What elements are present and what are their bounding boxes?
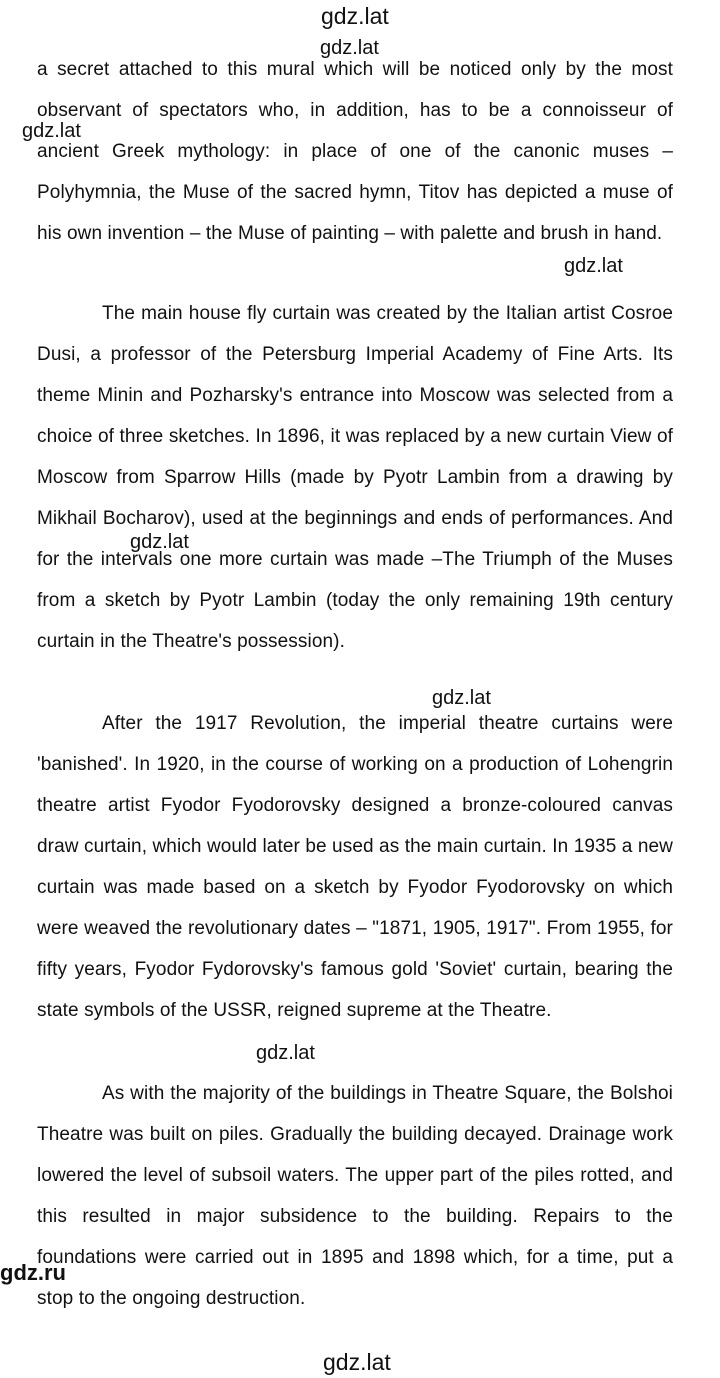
- watermark: gdz.lat: [22, 120, 81, 142]
- watermark: gdz.lat: [432, 687, 491, 709]
- watermark-header: gdz.lat: [321, 3, 389, 29]
- paragraph-4: [37, 1073, 673, 1319]
- watermark: gdz.lat: [320, 37, 379, 59]
- paragraph-text: The main house fly curtain was created by the Italian artist Cosroe Dusi, a professor of the Petersburg Imperial Academy of Fine Arts. Its theme Minin and Pozharsky's entrance into Moscow was selected from a choice of three sketches. In 1896, it was replaced by a new curtain View of Moscow from Sparrow Hills (made by Pyotr Lambin from a drawing by Mikhail Bocharov), used at the beginnings and ends of performances. And for the intervals one more curtain was made –The Triumph of the Muses from a sketch by Pyotr Lambin (today the only remaining 19th century curtain in the Theatre's possession).: [37, 303, 673, 652]
- paragraph-text: a secret attached to this mural which will be noticed only by the most observant of spectators who, in addition, has to be a connoisseur of ancient Greek mythology: in place of one of the canonic muses – Polyhymnia, the Muse of the sacred hymn, Titov has depicted a muse of his own invention – the Muse of painting – with palette and brush in hand.: [37, 59, 673, 244]
- watermark-footer: gdz.lat: [323, 1349, 391, 1375]
- watermark: gdz.lat: [564, 255, 623, 277]
- watermark: gdz.lat: [256, 1042, 315, 1064]
- paragraph-1: [37, 49, 673, 254]
- paragraph-text: As with the majority of the buildings in Theatre Square, the Bolshoi Theatre was built on piles. Gradually the building decayed. Drainage work lowered the level of subsoil waters. The upper part of the piles rotted, and this resulted in major subsidence to the building. Repairs to the foundations were carried out in 1895 and 1898 which, for a time, put a stop to the ongoing destruction.: [37, 1083, 673, 1309]
- watermark: gdz.lat: [130, 531, 189, 553]
- paragraph-text: After the 1917 Revolution, the imperial theatre curtains were 'banished'. In 1920, in the course of working on a production of Lohengrin theatre artist Fyodor Fyodorovsky designed a bronze-coloured canvas draw curtain, which would later be used as the main curtain. In 1935 a new curtain was made based on a sketch by Fyodor Fyodorovsky on which were weaved the revolutionary dates – "1871, 1905, 1917". From 1955, for fifty years, Fyodor Fydorovsky's famous gold 'Soviet' curtain, bearing the state symbols of the USSR, reigned supreme at the Theatre.: [37, 713, 673, 1021]
- paragraph-2: [37, 293, 673, 662]
- watermark-logo: gdz.ru: [0, 1260, 66, 1285]
- paragraph-3: [37, 703, 673, 1031]
